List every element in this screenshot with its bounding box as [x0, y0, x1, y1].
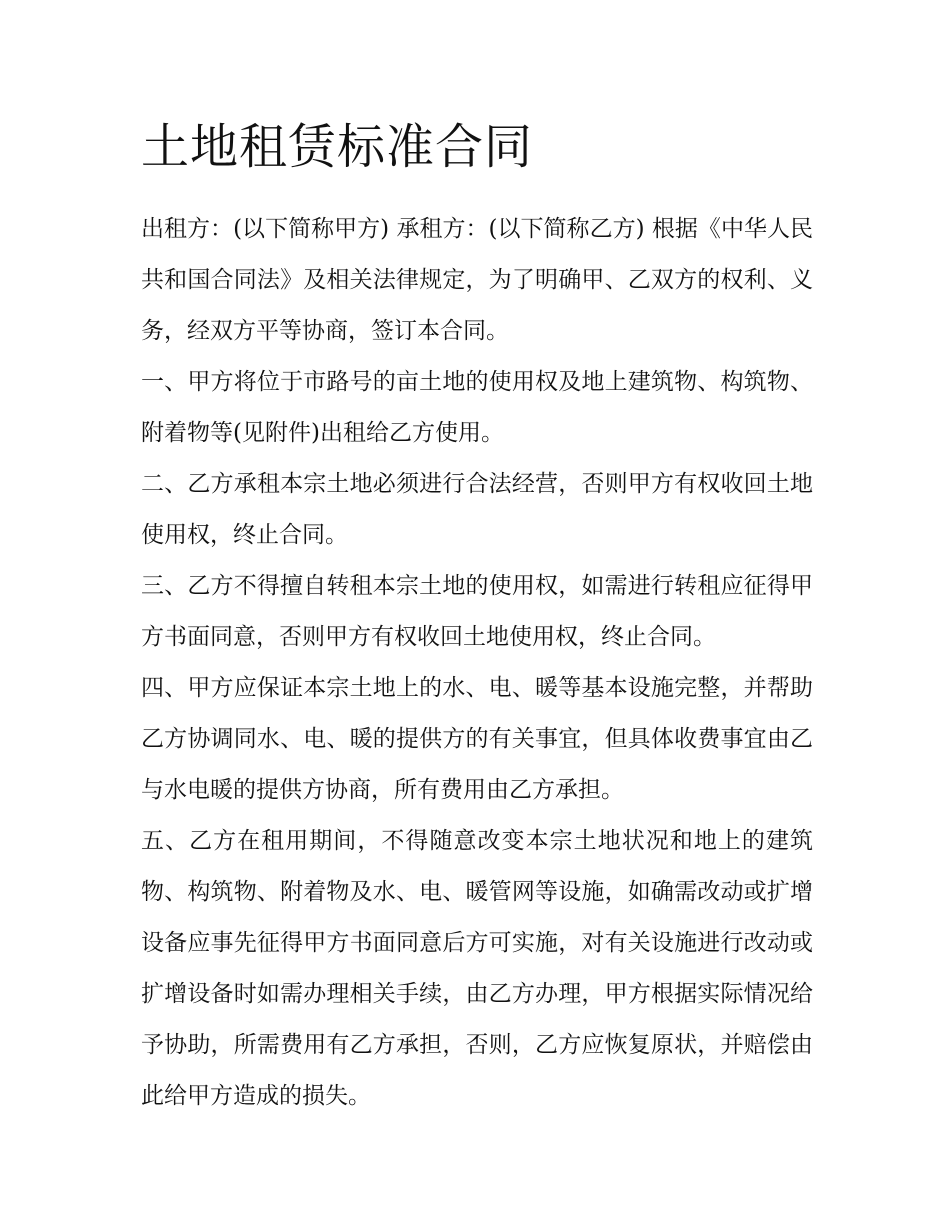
document-title: 土地租赁标准合同 — [141, 119, 534, 175]
document-page — [141, 112, 813, 1122]
paragraph-clause-3: 三、乙方不得擅自转租本宗土地的使用权，如需进行转租应征得甲方书面同意，否则甲方有权收回土地使用权，终止合同。 — [141, 573, 813, 650]
paragraph-clause-4: 四、甲方应保证本宗土地上的水、电、暖等基本设施完整，并帮助乙方协调同水、电、暖的提供方的有关事宜，但具体收费事宜由乙与水电暖的提供方协商，所有费用由乙方承担。 — [141, 675, 813, 803]
paragraph-clause-1: 一、甲方将位于市路号的亩土地的使用权及地上建筑物、构筑物、附着物等(见附件)出租给乙方使用。 — [141, 369, 813, 446]
paragraph-clause-2: 二、乙方承租本宗土地必须进行合法经营，否则甲方有权收回土地使用权，终止合同。 — [141, 471, 813, 548]
paragraph-clause-5: 五、乙方在租用期间，不得随意改变本宗土地状况和地上的建筑物、构筑物、附着物及水、电、暖管网等设施，如确需改动或扩增设备应事先征得甲方书面同意后方可实施，对有关设施进行改动或扩增设备时如需办理相关手续，由乙方办理，甲方根据实际情况给予协助，所需费用有乙方承担，否则，乙方应恢复原状，并赔偿由此给甲方造成的损失。 — [141, 828, 813, 1109]
paragraph-preamble: 出租方：(以下简称甲方) 承租方：(以下简称乙方) 根据《中华人民共和国合同法》及相关法律规定，为了明确甲、乙双方的权利、义务，经双方平等协商，签订本合同。 — [141, 216, 813, 344]
